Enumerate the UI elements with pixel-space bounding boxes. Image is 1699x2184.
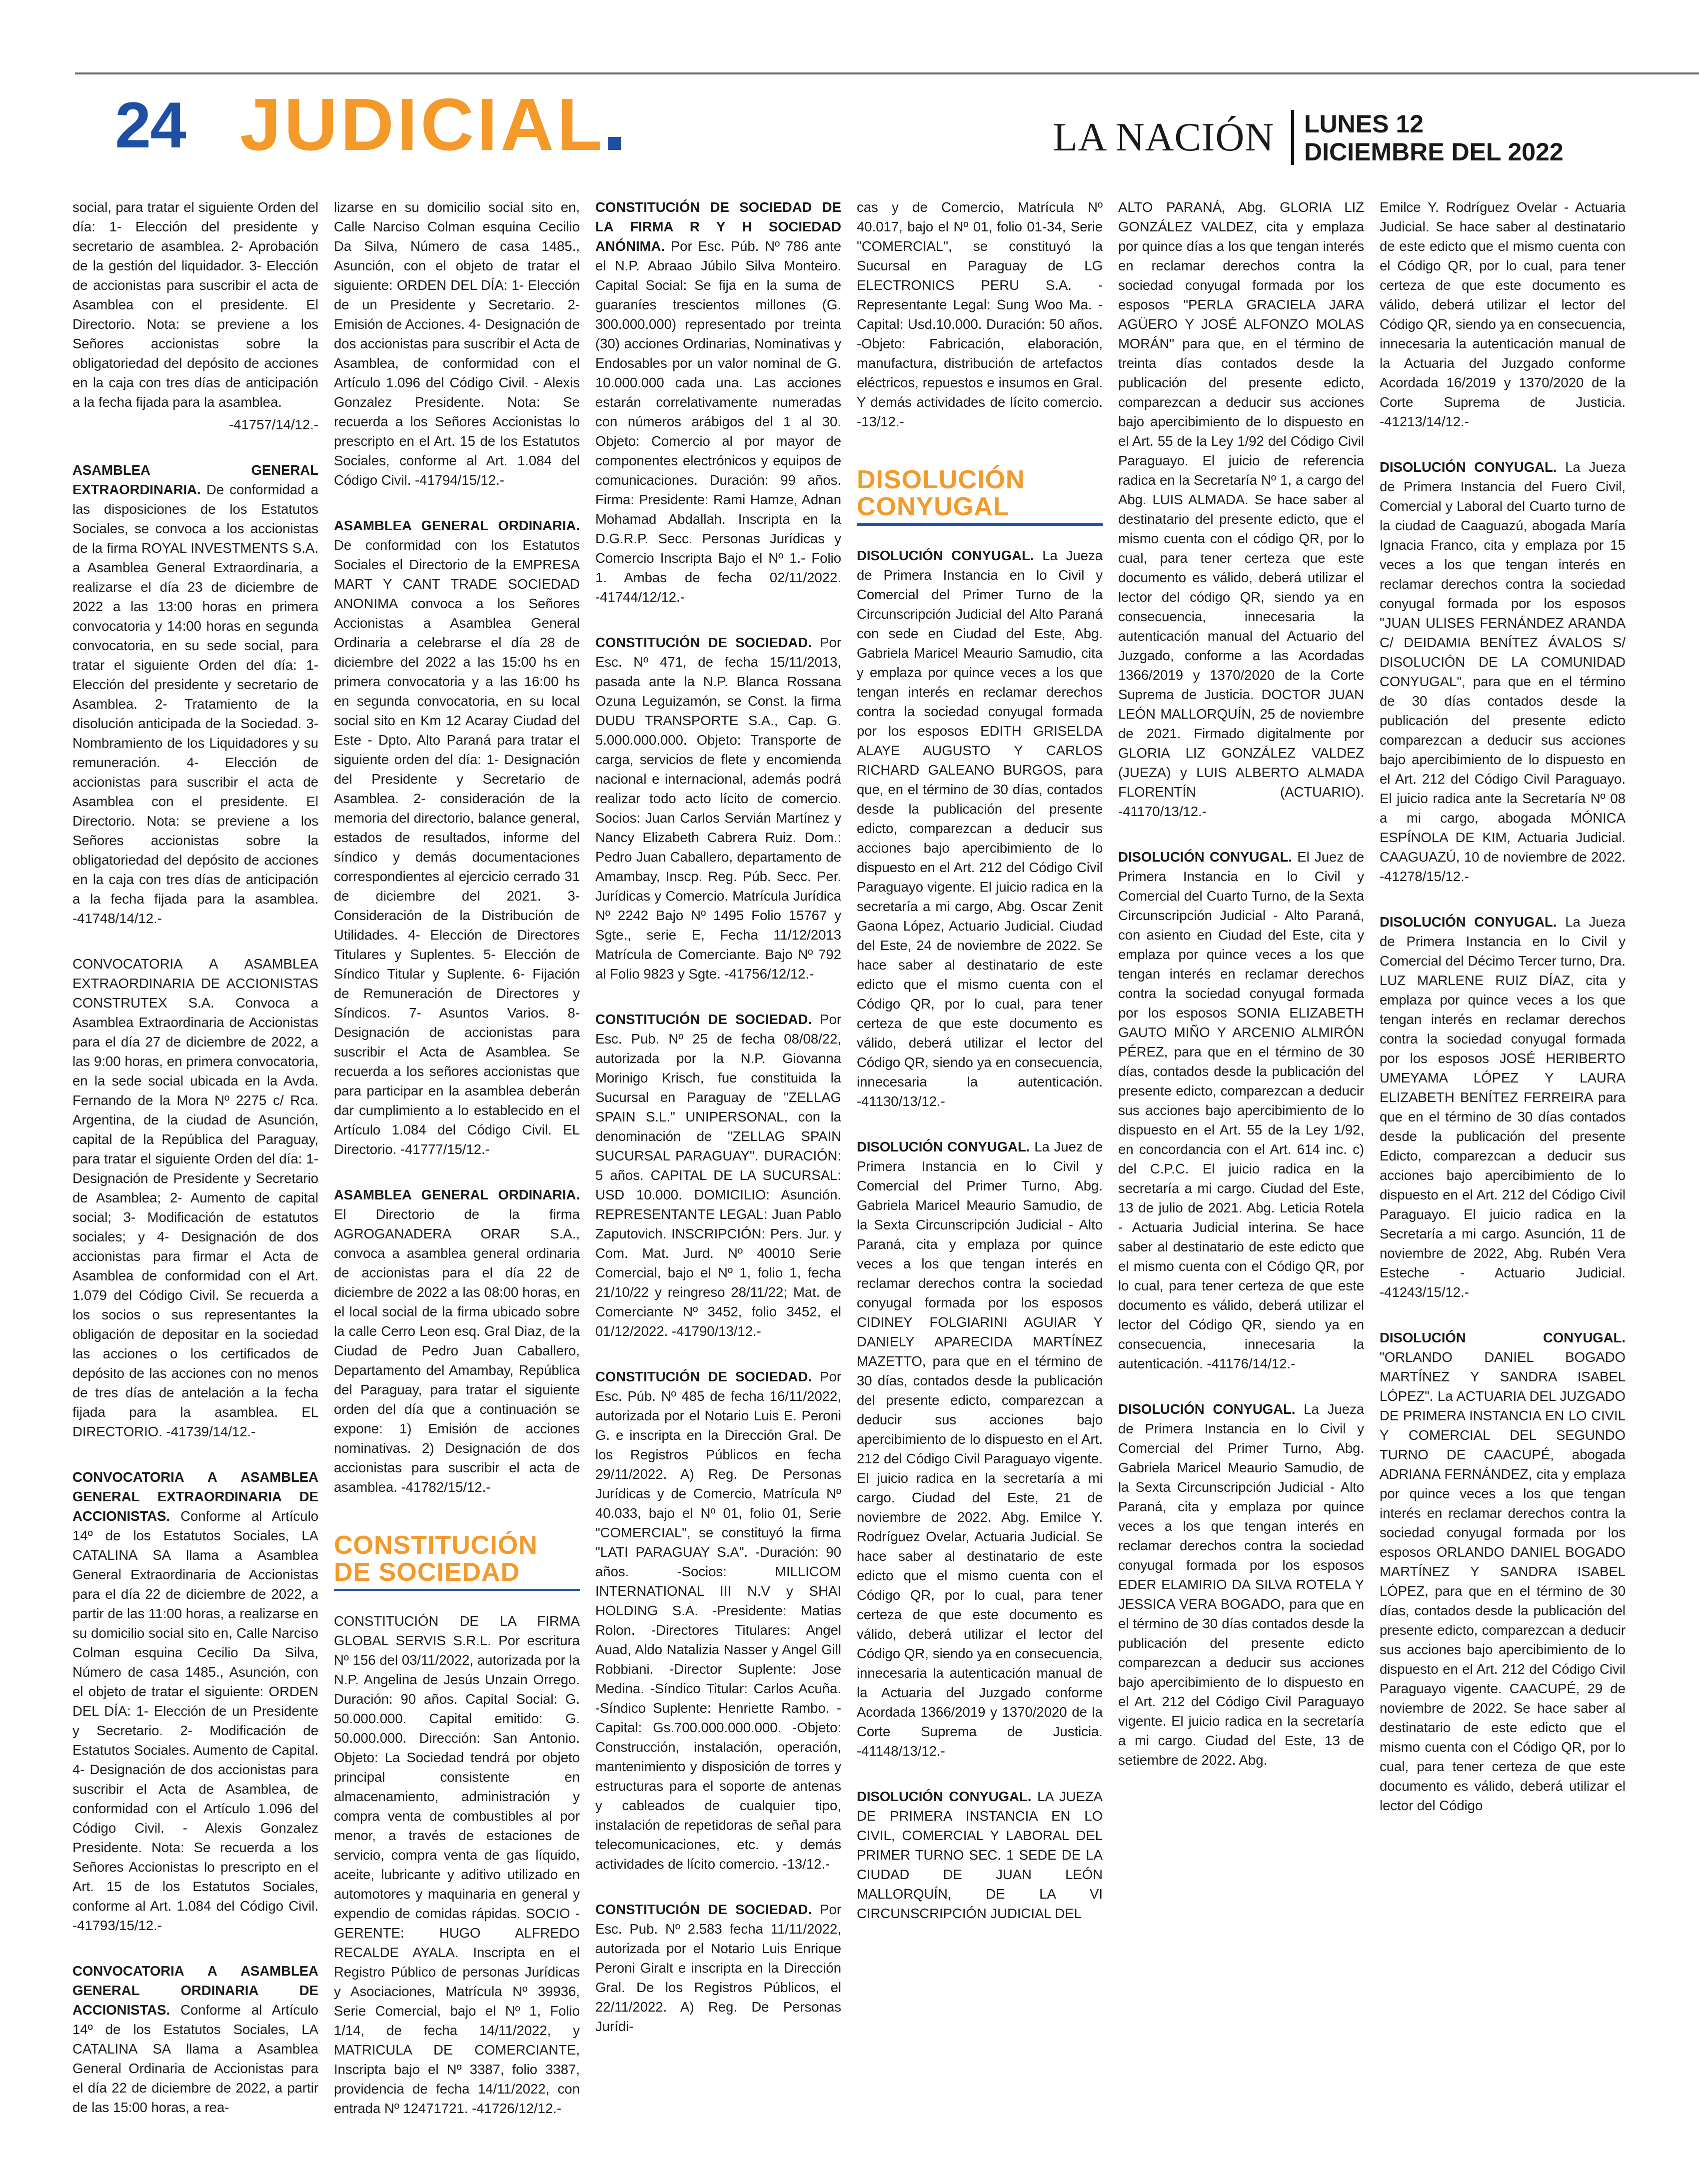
notice-heading: DISOLUCIÓN CONYUGAL. <box>857 1139 1030 1154</box>
issue-date-line1: LUNES 12 <box>1304 110 1424 138</box>
masthead-logo: LA NACIÓN <box>1053 115 1274 159</box>
column-2 <box>334 197 580 2157</box>
notice-text: ASAMBLEA GENERAL EXTRAORDINARIA. De conformidad a las disposiciones de los Estatutos Sociales, se convoca a los accionistas de la firma ROYAL INVESTMENTS S.A. a Asamblea General Extraordinaria, a realizarse el día 23 de diciembre de 2022 a las 13:00 horas en primera convocatoria y 14:00 horas en segunda convocatoria, en su sede social, para tratar el siguiente Orden del día: 1- Elección del presidente y secretario de Asamblea. 2- Tratamiento de la disolución anticipada de la Sociedad. 3- Nombramiento de los Liquidadores y su remuneración. 4- Elección de accionistas para suscribir el acta de Asamblea con el presidente. El Directorio. Nota: se previene a los Señores accionistas sobre la obligatoriedad del depósito de acciones en la caja con tres días de anticipación a la fecha fijada para la asamblea. -41748/14/12.- <box>72 462 318 926</box>
notice-text: DISOLUCIÓN CONYUGAL. La Jueza de Primera Instancia en lo Civil y Comercial del Primer Turno de la Circunscripción Judicial del Alto Paraná con sede en Ciudad del Este, Abg. Gabriela Maricel Meaurio Samudio, cita y emplaza por quince veces a los que tengan interés en reclamar derechos contra la sociedad conyugal formada por los esposos EDITH GRISELDA ALAYE AUGUSTO Y CARLOS RICHARD GALEANO BURGOS, para que, en el término de 30 días, contados desde la publicación del presente edicto, comparezcan a deducir sus acciones bajo apercibimiento de lo dispuesto en el Art. 212 del Código Civil Paraguayo vigente. El juicio radica en la secretaría a mi cargo, Abg. Oscar Zenit Gaona López, Actuario Judicial. Ciudad del Este, 24 de noviembre de 2022. Se hace saber al destinatario de este edicto que el mismo cuenta con el Código QR, por lo cual, para tener certeza de que este documento es válido, deberá utilizar el lector del Código QR, siendo ya en consecuencia, innecesaria la autenticación. -41130/13/12.- <box>857 548 1103 1109</box>
notice-heading: DISOLUCIÓN CONYUGAL. <box>1380 914 1557 930</box>
page-header <box>75 83 1624 166</box>
notice-heading: ASAMBLEA GENERAL EXTRAORDINARIA. <box>72 462 318 497</box>
notice-text: CONSTITUCIÓN DE SOCIEDAD. Por Esc. Nº 471, de fecha 15/11/2013, pasada ante la N.P. Blanca Rossana Ozuna Leguizamón, se Const. la firma DUDU TRANSPORTE S.A., Cap. G. 5.000.000.000. Objeto: Transporte de carga, servicios de flete y encomienda nacional e internacional, además podrá realizar todo acto lícito de comercio. Socios: Juan Carlos Servián Martínez y Nancy Elizabeth Cabrera Ruiz. Dom.: Pedro Juan Caballero, departamento de Amambay, Inscp. Reg. Púb. Secc. Per. Jurídicas y Comercio. Matrícula Jurídica Nº 2242 Bajo Nº 1495 Folio 15767 y Sgte., serie E, Fecha 11/12/2013 Matrícula de Comerciante. Bajo Nº 792 al Folio 9823 y Sgte. -41756/12/12.- <box>595 635 841 982</box>
column-4 <box>857 197 1103 2157</box>
notice-heading: ASAMBLEA GENERAL ORDINARIA. <box>334 1187 580 1202</box>
page-number: 24 <box>115 88 185 161</box>
notice-heading: CONSTITUCIÓN DE SOCIEDAD. <box>595 635 812 650</box>
notice-text: DISOLUCIÓN CONYUGAL. La Juez de Primera Instancia en lo Civil y Comercial del Primer Turno, Abg. Gabriela Maricel Meaurio Samudio, de la Sexta Circunscripción Judicial - Alto Paraná, cita y emplaza por quince veces a los que tengan interés en reclamar derechos contra la sociedad conyugal formada por los esposos CIDINEY FOLGIARINI AGUIAR Y DANIELY APARECIDA MARTÍNEZ MAZETTO, para que en el término de 30 días, contados desde la publicación del presente edicto, comparezcan a deducir sus acciones bajo apercibimiento de lo dispuesto en el Art. 212 del Código Civil Paraguayo vigente. El juicio radica en la secretaría a mi cargo. Ciudad del Este, 21 de noviembre de 2022. Abg. Emilce Y. Rodríguez Ovelar, Actuaria Judicial. Se hace saber al destinatario de este edicto que el mismo cuenta con el Código QR, por lo cual, para tener certeza de que este documento es válido, deberá utilizar el lector del Código QR, siendo ya en consecuencia, innecesaria la autenticación manual de la Actuaria del Juzgado conforme Acordada 1366/2019 y 1370/2020 de la Corte Suprema de Justicia. -41148/13/12.- <box>857 1139 1103 1759</box>
notice-heading: DISOLUCIÓN CONYUGAL. <box>857 1789 1032 1804</box>
notice-text: CONVOCATORIA A ASAMBLEA GENERAL ORDINARIA DE ACCIONISTAS. Conforme al Artículo 14º de los Estatutos Sociales, LA CATALINA SA llama a Asamblea General Ordinaria de Accionistas para el día 22 de diciembre de 2022, a partir de las 15:00 horas, a rea- <box>72 1963 318 2115</box>
notice-heading: CONSTITUCIÓN DE SOCIEDAD. <box>595 1012 812 1027</box>
section-title-text: JUDICIAL <box>240 83 605 166</box>
notice-text: social, para tratar el siguiente Orden del día: 1- Elección del presidente y secretario de asamblea. 2- Aprobación de la gestión del liquidador. 3- Elección de accionistas para suscribir el acta de Asamblea con el presidente. El Directorio. Nota: se previene a los Señores accionistas sobre la obligatoriedad del depósito de acciones en la caja con tres días de anticipación a la fecha fijada para la asamblea. <box>72 199 318 410</box>
section-heading-constitucion: CONSTITUCIÓN DE SOCIEDAD <box>334 1532 580 1591</box>
notice-ref: -41757/14/12.- <box>229 417 318 432</box>
notice-text: DISOLUCIÓN CONYUGAL. La Jueza de Primera Instancia del Fuero Civil, Comercial y Laboral del Cuarto turno de la ciudad de Caaguazú, abogada María Ignacia Franco, cita y emplaza por 15 veces a los que tengan interés en reclamar derechos contra la sociedad conyugal formada por los esposos "JUAN ULISES FERNÁNDEZ ARANDA C/ DEIDAMIA BENÍTEZ ÁVALOS S/ DISOLUCIÓN DE LA COMUNIDAD CONYUGAL", para que en el término de 30 días contados desde la publicación del presente edicto comparezcan a deducir sus acciones bajo apercibimiento de lo dispuesto en el Art. 212 del Código Civil Paraguayo. El juicio radica ante la Secretaría Nº 08 a mi cargo, abogada MÓNICA ESPÍNOLA DE KIM, Actuaria Judicial. CAAGUAZÚ, 10 de noviembre de 2022. -41278/15/12.- <box>1380 459 1626 884</box>
top-rule <box>75 72 1699 74</box>
section-title <box>240 83 621 166</box>
notice-text: CONSTITUCIÓN DE SOCIEDAD. Por Esc. Púb. Nº 485 de fecha 16/11/2022, autorizada por el Notario Luis E. Peroni G. e inscripta en la Dirección Gral. De los Registros Públicos en fecha 29/11/2022. A) Reg. De Personas Jurídicas y de Comercio, Matrícula Nº 40.033, bajo el Nº 01, folio 01, Serie "COMERCIAL", se constituyó la firma "LATI PARAGUAY S.A". -Duración: 90 años. -Socios: MILLICOM INTERNATIONAL III N.V y SHAI HOLDING S.A. -Presidente: Matias Rolon. -Directores Titulares: Angel Auad, Aldo Natalizia Nasser y Angel Gill Robbiani. -Director Suplente: Jose Medina. -Síndico Titular: Carlos Acuña. -Síndico Suplente: Henriette Rambo. -Capital: Gs.700.000.000.000. -Objeto: Construcción, instalación, operación, mantenimiento y disposición de torres y estructuras para el soporte de antenas y cableados de cualquier tipo, instalación de repetidoras de señal para telecomunicaciones, etc. y demás actividades de lícito comercio. -13/12.- <box>595 1369 841 1872</box>
notice-heading: DISOLUCIÓN CONYUGAL. <box>1380 1330 1626 1345</box>
notice-text: lizarse en su domicilio social sito en, Calle Narciso Colman esquina Cecilio Da Silva, Número de casa 1485., Asunción, con el objeto de tratar el siguiente: ORDEN DEL DÍA: 1- Elección de un Presidente y Secretario. 2- Emisión de Acciones. 4- Designación de dos accionistas para suscribir el Acta de Asamblea, de conformidad con el Artículo 1.096 del Código Civil. - Alexis Gonzalez Presidente. Nota: Se recuerda a los Señores Accionistas lo prescripto en el Art. 15 de los Estatutos Sociales, conforme al Art. 1.084 del Código Civil. -41794/15/12.- <box>334 199 580 488</box>
notice-heading: CONVOCATORIA A ASAMBLEA GENERAL ORDINARIA DE ACCIONISTAS. <box>72 1963 318 2018</box>
header-divider <box>1291 110 1294 165</box>
notice-text: CONSTITUCIÓN DE LA FIRMA GLOBAL SERVIS S.R.L. Por escritura Nº 156 del 03/11/2022, autorizada por la N.P. Angelina de Jesús Unzain Orrego. Duración: 90 años. Capital Social: G. 50.000.000. Capital emitido: G. 50.000.000. Dirección: San Antonio. Objeto: La Sociedad tendrá por objeto principal consistente en almacenamiento, administración y compra venta de combustibles al por menor, a través de estaciones de servicio, compra venta de gas líquido, aceite, lubricante y aditivo utilizado en automotores y maquinaria en general y expendio de comidas rápidas. SOCIO - GERENTE: HUGO ALFREDO RECALDE AYALA. Inscripta en el Registro Público de personas Jurídicas y Asociaciones, Matrícula Nº 39936, Serie Comercial, bajo el Nº 1, Folio 1/14, de fecha 14/11/2022, y MATRICULA DE COMERCIANTE, Inscripta bajo el Nº 3387, folio 3387, providencia de fecha 14/11/2022, con entrada Nº 12471721. -41726/12/12.- <box>334 1613 580 2116</box>
notice-heading: CONSTITUCIÓN DE SOCIEDAD DE LA FIRMA R Y H SOCIEDAD ANÓNIMA. <box>595 199 841 254</box>
notice-text: ASAMBLEA GENERAL ORDINARIA. El Directorio de la firma AGROGANADERA ORAR S.A., convoca a asamblea general ordinaria de accionistas para el día 22 de diciembre de 2022 a las 08:00 horas, en el local social de la firma ubicado sobre la calle Cerro Leon esq. Gral Diaz, de la Ciudad de Pedro Juan Caballero, Departamento del Amambay, República del Paraguay, para tratar el siguiente orden del día que a continuación se expone: 1) Emisión de acciones nominativas. 2) Designación de dos accionistas para suscribir el acta de asamblea. -41782/15/12.- <box>334 1187 580 1495</box>
column-1 <box>72 197 318 2157</box>
section-dot <box>608 137 621 150</box>
notice-text: CONVOCATORIA A ASAMBLEA EXTRAORDINARIA DE ACCIONISTAS CONSTRUTEX S.A. Convoca a Asamblea Extraordinaria de Accionistas para el día 27 de diciembre de 2022, a las 9:00 horas, en primera convocatoria, en la sede social ubicada en la Avda. Fernando de la Mora Nº 2275 c/ Rca. Argentina, de la ciudad de Asunción, capital de la República del Paraguay, para tratar el siguiente Orden del día: 1- Designación de Presidente y Secretario de Asamblea; 2- Aumento de capital social; 3- Modificación de estatutos sociales; y 4- Designación de dos accionistas para firmar el Acta de Asamblea de conformidad con el Art. 1.079 del Código Civil. Se recuerda a los socios o sus representantes la obligación de depositar en la sociedad las acciones o los certificados de depósito de las acciones con no menos de tres días de antelación a la fecha fijada para la asamblea. EL DIRECTORIO. -41739/14/12.- <box>72 956 318 1439</box>
notice-text: DISOLUCIÓN CONYUGAL. La Jueza de Primera Instancia en lo Civil y Comercial del Primer Turno, Abg. Gabriela Maricel Meaurio Samudio, de la Sexta Circunscripción Judicial - Alto Paraná, cita y emplaza por quince veces a los que tengan interés en reclamar derechos contra la sociedad conyugal formada por los esposos EDER ELAMIRIO DA SILVA ROTELA Y JESSICA VERA BOGADO, para que en el término de 30 días contados desde la publicación del presente edicto comparezcan a deducir sus acciones bajo apercibimiento de lo dispuesto en el Art. 212 del Código Civil Paraguayo vigente. El juicio radica en la secretaría a mi cargo. Ciudad del Este, 13 de setiembre de 2022. Abg. <box>1118 1401 1364 1768</box>
column-3 <box>595 197 841 2157</box>
issue-date <box>1304 110 1599 166</box>
notice-text: ALTO PARANÁ, Abg. GLORIA LIZ GONZÁLEZ VALDEZ, cita y emplaza por quince días a los que tengan interés en reclamar derechos contra la sociedad conyugal formada por los esposos "PERLA GRACIELA JARA AGÜERO Y JOSÉ ALFONZO MOLAS MORÁN" para que, en el término de treinta días contados desde la publicación del presente edicto, comparezcan a deducir sus acciones bajo apercibimiento de lo dispuesto en el Art. 55 de la Ley 1/92 del Código Civil Paraguayo. El juicio de referencia radica en la Secretaría Nº 1, a cargo del Abg. LUIS ALMADA. Se hace saber al destinatario del presente edicto, que el mismo cuenta con el código QR, por lo cual, para tener certeza que este documento es válido, deberá utilizar el lector del código QR, siendo ya en consecuencia, innecesaria la autenticación manual del Actuario del Juzgado, conforme a las Acordadas 1366/2019 y 1370/2020 de la Corte Suprema de Justicia. DOCTOR JUAN LEÓN MALLORQUÍN, 25 de noviembre de 2021. Firmado digitalmente por GLORIA LIZ GONZÁLEZ VALDEZ (JUEZA) y LUIS ALBERTO ALMADA FLORENTÍN (ACTUARIO). -41170/13/12.- <box>1118 199 1364 819</box>
notice-text: DISOLUCIÓN CONYUGAL. "ORLANDO DANIEL BOGADO MARTÍNEZ Y SANDRA ISABEL LÓPEZ". La ACTUARIA DEL JUZGADO DE PRIMERA INSTANCIA EN LO CIVIL Y COMERCIAL DEL SEGUNDO TURNO DE CAACUPÉ, abogada ADRIANA FERNÁNDEZ, cita y emplaza por quince veces a los que tengan interés en reclamar derechos contra la sociedad conyugal formada por los esposos ORLANDO DANIEL BOGADO MARTÍNEZ Y SANDRA ISABEL LÓPEZ, para que en el término de 30 días, contados desde la publicación del presente edicto, comparezcan a deducir sus acciones bajo apercibimiento de lo dispuesto en el Art. 212 del Código Civil Paraguayo vigente. CAACUPÉ, 29 de noviembre de 2022. Se hace saber al destinatario de este edicto que el mismo cuenta con el Código QR, por lo cual, para tener certeza de que este documento es válido, deberá utilizar el lector del Código <box>1380 1330 1626 1813</box>
section-heading-disolucion: DISOLUCIÓN CONYUGAL <box>857 466 1103 526</box>
notice-heading: DISOLUCIÓN CONYUGAL. <box>857 548 1034 563</box>
notice-heading: CONSTITUCIÓN DE SOCIEDAD. <box>595 1902 812 1917</box>
notice-text: cas y de Comercio, Matrícula Nº 40.017, bajo el Nº 01, folio 01-34, Serie "COMERCIAL", se constituyó la Sucursal en Paraguay de LG ELECTRONICS PERU S.A. -Representante Legal: Sung Woo Ma. -Capital: Usd.10.000. Duración: 50 años. -Objeto: Fabricación, elaboración, manufactura, distribución de artefactos eléctricos, repuestos e insumos en Gral. Y demás actividades de lícito comercio. -13/12.- <box>857 199 1103 429</box>
column-6 <box>1380 197 1626 2157</box>
issue-date-line2: DICIEMBRE DEL 2022 <box>1304 138 1564 166</box>
notice-text: DISOLUCIÓN CONYUGAL. La Jueza de Primera Instancia en lo Civil y Comercial del Décimo Tercer turno, Dra. LUZ MARLENE RUIZ DÍAZ, cita y emplaza por quince veces a los que tengan interés en reclamar derechos contra la sociedad conyugal formada por los esposos JOSÉ HERIBERTO UMEYAMA LÓPEZ Y LAURA ELIZABETH BENÍTEZ FERREIRA para que en el término de 30 días contados desde la publicación del presente Edicto, comparezcan a deducir sus acciones bajo apercibimiento de lo dispuesto en el Art. 212 del Código Civil Paraguayo. El juicio radica en la Secretaría a mi cargo. Asunción, 11 de noviembre de 2022, Abg. Rubén Vera Esteche - Actuario Judicial. -41243/15/12.- <box>1380 914 1626 1300</box>
notice-heading: ASAMBLEA GENERAL ORDINARIA. <box>334 518 580 533</box>
notice-text: ASAMBLEA GENERAL ORDINARIA. De conformidad con los Estatutos Sociales el Directorio de la EMPRESA MART Y CANT TRADE SOCIEDAD ANONIMA convoca a los Señores Accionistas a Asamblea General Ordinaria a celebrarse el día 28 de diciembre del 2022 a las 15:00 hs en primera convocatoria y a las 16:00 hs en segunda convocatoria, en su local social sito en Km 12 Acaray Ciudad del Este - Dpto. Alto Paraná para tratar el siguiente orden del día: 1- Designación del Presidente y Secretario de Asamblea. 2- consideración de la memoria del directorio, balance general, estados de resultados, informe del síndico y demás documentaciones correspondientes al ejercicio cerrado 31 de diciembre del 2021. 3- Consideración de la Distribución de Utilidades. 4- Elección de Directores Titulares y Suplentes. 5- Elección de Síndico Titular y Suplente. 6- Fijación de Remuneración de Directores y Síndicos. 7- Asuntos Varios. 8- Designación de accionistas para suscribir el Acta de Asamblea. Se recuerda a los señores accionistas que para participar en la asamblea deberán dar cumplimiento a lo establecido en el Artículo 1.084 del Código Civil. EL Directorio. -41777/15/12.- <box>334 518 580 1157</box>
notice-text: CONSTITUCIÓN DE SOCIEDAD. Por Esc. Pub. Nº 25 de fecha 08/08/22, autorizada por la N.P. Giovanna Morinigo Krisch, fue constituida la Sucursal en Paraguay de "ZELLAG SPAIN S.L." UNIPERSONAL, con la denominación de "ZELLAG SPAIN SUCURSAL PARAGUAY". DURACIÓN: 5 años. CAPITAL DE LA SUCURSAL: USD 10.000. DOMICILIO: Asunción. REPRESENTANTE LEGAL: Juan Pablo Zaputovich. INSCRIPCIÓN: Pers. Jur. y Com. Mat. Jurd. Nº 40010 Serie Comercial, bajo el Nº 1, folio 1, fecha 21/10/22 y reingreso 28/11/22; Mat. de Comerciante Nº 3452, folio 3452, el 01/12/2022. -41790/13/12.- <box>595 1012 841 1339</box>
notice-heading: CONSTITUCIÓN DE SOCIEDAD. <box>595 1369 812 1384</box>
column-5 <box>1118 197 1364 2157</box>
notice-text: CONSTITUCIÓN DE SOCIEDAD. Por Esc. Pub. Nº 2.583 fecha 11/11/2022, autorizada por el Notario Luis Enrique Peroni Giralt e inscripta en la Dirección Gral. De los Registros Públicos, el 22/11/2022. A) Reg. De Personas Jurídi- <box>595 1902 841 2034</box>
notice-heading: DISOLUCIÓN CONYUGAL. <box>1118 849 1292 865</box>
notice-text: CONSTITUCIÓN DE SOCIEDAD DE LA FIRMA R Y H SOCIEDAD ANÓNIMA. Por Esc. Púb. Nº 786 ante el N.P. Abraao Júbilo Silva Monteiro. Capital Social: Se fija en la suma de guaraníes trescientos millones (G. 300.000.000) representado por treinta (30) acciones Ordinarias, Nominativas y Endosables por un valor nominal de G. 10.000.000 cada una. Las acciones estarán correlativamente numeradas con números arábigos del 1 al 30. Objeto: Comercio al por mayor de componentes electrónicos y equipos de comunicaciones. Duración: 99 años. Firma: Presidente: Rami Hamze, Adnan Mohamad Abdallah. Inscripta en la D.G.R.P. Secc. Personas Jurídicas y Comercio Inscripta Bajo el Nº 1.- Folio 1. Ambas de fecha 02/11/2022. -41744/12/12.- <box>595 199 841 605</box>
notice-heading: DISOLUCIÓN CONYUGAL. <box>1118 1401 1296 1417</box>
notice-heading: DISOLUCIÓN CONYUGAL. <box>1380 459 1557 475</box>
notice-text: DISOLUCIÓN CONYUGAL. El Juez de Primera Instancia en lo Civil y Comercial del Cuarto Turno, de la Sexta Circunscripción Judicial - Alto Paraná, con asiento en Ciudad del Este, cita y emplaza por quince veces a los que tengan interés en reclamar derechos contra la sociedad conyugal formada por los esposos SONIA ELIZABETH GAUTO MIÑO Y ARCENIO ALMIRÓN PÉREZ, para que en el término de 30 días, contados desde la publicación del presente edicto, comparezcan a deducir sus acciones bajo apercibimiento de lo dispuesto en el Art. 55 de la Ley 1/92, en concordancia con el Art. 614 inc. c) del C.P.C. El juicio radica en la secretaría a mi cargo. Ciudad del Este, 13 de julio de 2021. Abg. Leticia Rotela - Actuaria Judicial interina. Se hace saber al destinatario de este edicto que el mismo cuenta con el Código QR, por lo cual, para tener certeza de que este documento es válido, deberá utilizar el lector del Código QR, siendo ya en consecuencia, innecesaria la autenticación. -41176/14/12.- <box>1118 849 1364 1371</box>
classified-columns <box>72 197 1627 2157</box>
notice-text: CONVOCATORIA A ASAMBLEA GENERAL EXTRAORDINARIA DE ACCIONISTAS. Conforme al Artículo 14º de los Estatutos Sociales, LA CATALINA SA llama a Asamblea General Extraordinaria de Accionistas para el día 22 de diciembre de 2022, a partir de las 11:00 horas, a realizarse en su domicilio social sito en, Calle Narciso Colman esquina Cecilio Da Silva, Número de casa 1485., Asunción, con el objeto de tratar el siguiente: ORDEN DEL DÍA: 1- Elección de un Presidente y Secretario. 2- Modificación de Estatutos Sociales. Aumento de Capital. 4- Designación de dos accionistas para suscribir el Acta de Asamblea, de conformidad con el Artículo 1.096 del Código Civil. - Alexis Gonzalez Presidente. Nota: Se recuerda a los Señores Accionistas lo prescripto en el Art. 15 de los Estatutos Sociales, conforme al Art. 1.084 del Código Civil. -41793/15/12.- <box>72 1469 318 1933</box>
notice-text: DISOLUCIÓN CONYUGAL. LA JUEZA DE PRIMERA INSTANCIA EN LO CIVIL, COMERCIAL Y LABORAL DEL PRIMER TURNO SEC. 1 SEDE DE LA CIUDAD DE JUAN LEÓN MALLORQUÍN, DE LA VI CIRCUNSCRIPCIÓN JUDICIAL DEL <box>857 1789 1103 1921</box>
notice-heading: CONVOCATORIA A ASAMBLEA GENERAL EXTRAORDINARIA DE ACCIONISTAS. <box>72 1469 318 1524</box>
notice-text: Emilce Y. Rodríguez Ovelar - Actuaria Judicial. Se hace saber al destinatario de este edicto que el mismo cuenta con el Código QR, por lo cual, para tener certeza de que este documento es válido, deberá utilizar el lector del Código QR, siendo ya en consecuencia, innecesaria la autenticación manual de la Actuaria del Juzgado conforme Acordada 16/2019 y 1370/2020 de la Corte Suprema de Justicia. -41213/14/12.- <box>1380 199 1626 429</box>
